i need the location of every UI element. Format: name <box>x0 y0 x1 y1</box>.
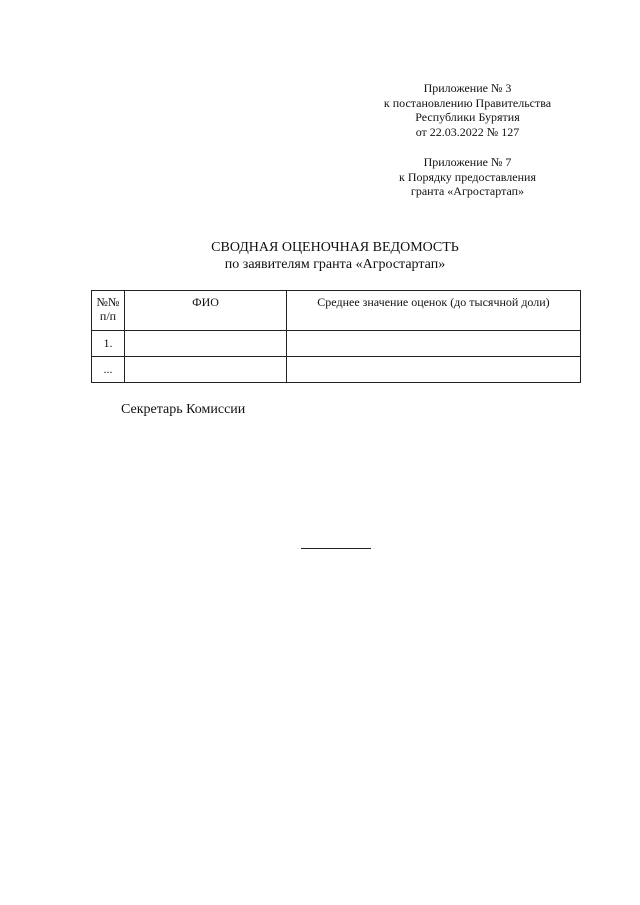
table-header-row <box>92 291 581 331</box>
appendix-7-line: гранта «Агростартап» <box>410 184 525 198</box>
appendix-3-line: от 22.03.2022 № 127 <box>415 124 520 139</box>
header-number <box>92 291 125 331</box>
appendix-3-line: к постановлению Правительства <box>383 95 552 110</box>
cell-fio <box>125 357 287 383</box>
secretary-label: Секретарь Комиссии <box>121 402 246 417</box>
header-number-line1: №№ <box>96 295 120 309</box>
summary-table <box>91 290 581 383</box>
cell-average <box>287 331 581 357</box>
header-fio: ФИО <box>125 291 287 331</box>
header-number-line2: п/п <box>99 309 117 323</box>
document-title: СВОДНАЯ ОЦЕНОЧНАЯ ВЕДОМОСТЬ <box>211 240 459 255</box>
cell-number: ... <box>92 357 125 383</box>
cell-average <box>287 357 581 383</box>
appendix-7-header <box>360 155 575 199</box>
header-average: Среднее значение оценок (до тысячной доли) <box>287 291 581 331</box>
table-row <box>92 331 581 357</box>
appendix-3-line: Республики Бурятия <box>415 110 520 124</box>
cell-fio <box>125 331 287 357</box>
appendix-3-header <box>360 81 575 139</box>
separator-line <box>301 548 371 549</box>
cell-number: 1. <box>92 331 125 357</box>
appendix-7-line: к Порядку предоставления <box>398 169 536 184</box>
document-subtitle: по заявителям гранта «Агростартап» <box>224 257 446 272</box>
appendix-3-line: Приложение № 3 <box>423 81 512 95</box>
table-row <box>92 357 581 383</box>
appendix-7-line: Приложение № 7 <box>423 155 512 169</box>
